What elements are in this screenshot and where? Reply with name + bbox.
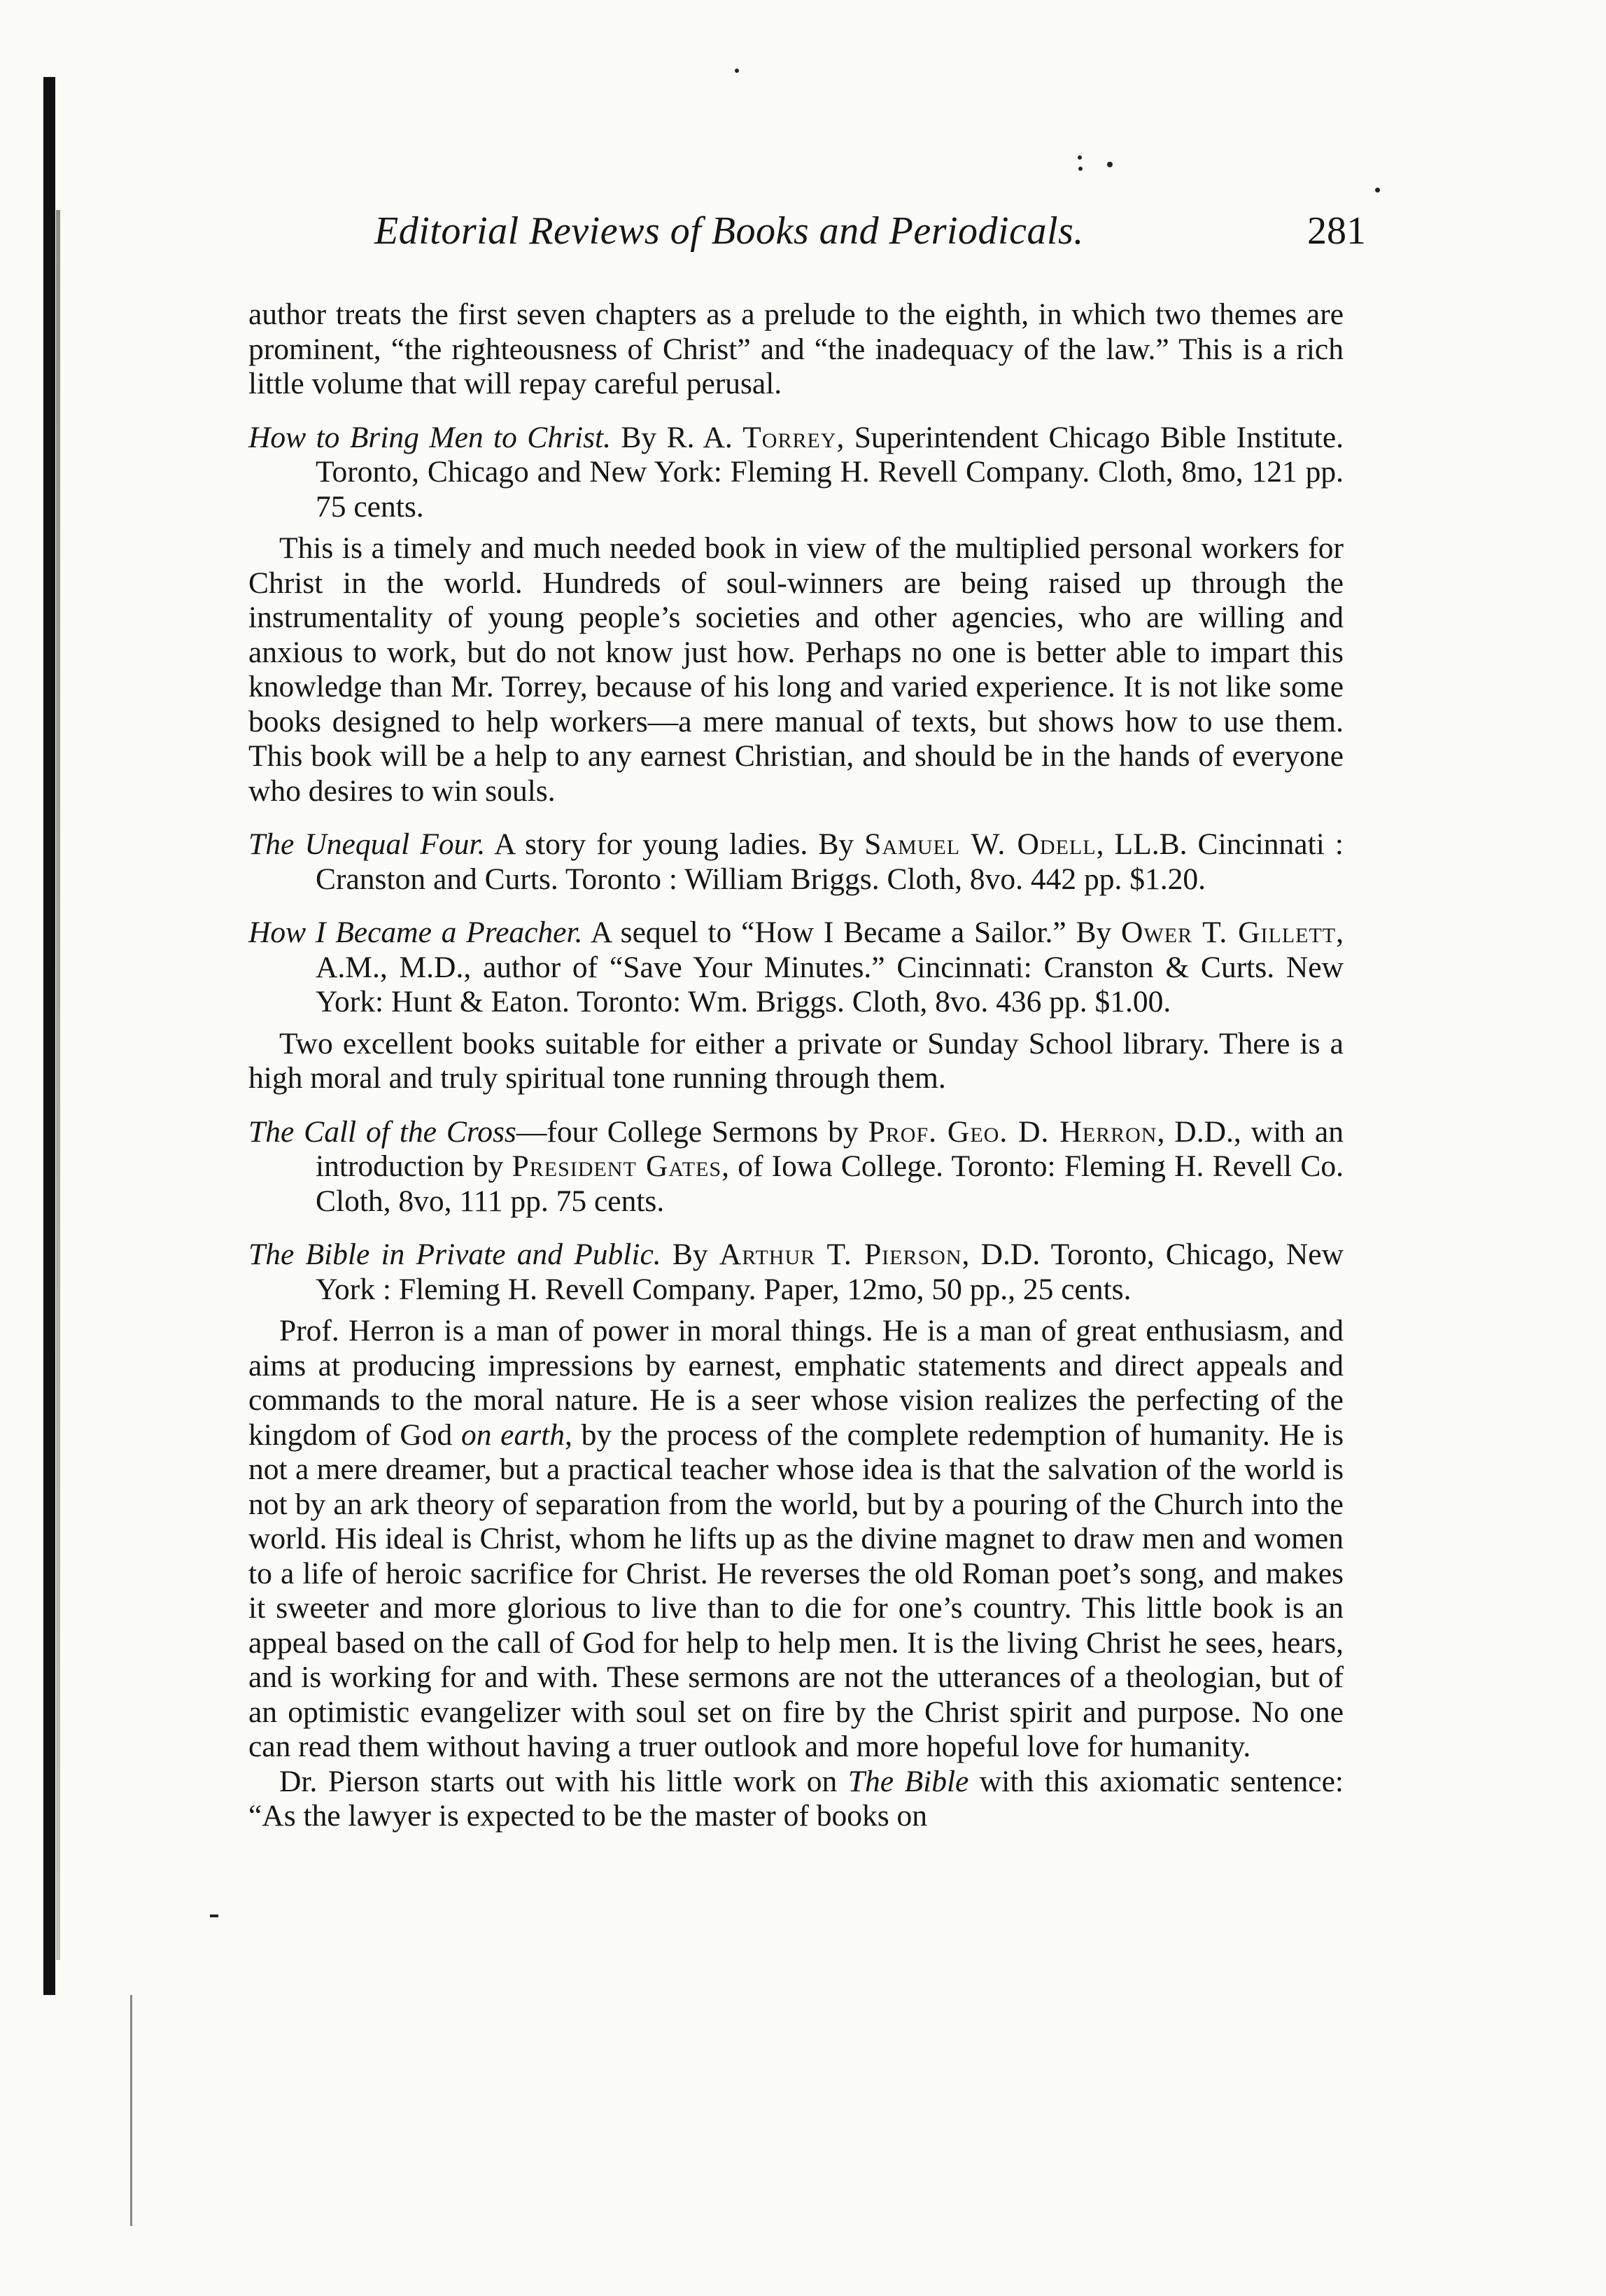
entry-text: By R. A. <box>610 420 743 454</box>
book-entry-torrey <box>248 421 1344 525</box>
book-entry-herron <box>248 1115 1344 1219</box>
book-title: How to Bring Men to Christ. <box>248 420 611 454</box>
book-title: The Unequal Four. <box>248 827 486 861</box>
running-title: Editorial Reviews of Books and Periodicals. <box>374 209 1084 253</box>
scan-speck <box>210 1914 218 1917</box>
entry-text: A story for young ladies. By <box>485 827 865 861</box>
paragraph-text: with this axiomatic sentence: “As the lawyer is expected to be the master of books on <box>248 1764 1344 1833</box>
book-author: Prof. Geo. D. Herron <box>868 1114 1157 1149</box>
emphasis: The Bible <box>847 1764 969 1798</box>
review-paragraph: Two excellent books suitable for either a private or Sunday School library. There is a high moral and truly spiritual tone running through them. <box>248 1026 1344 1095</box>
book-entry-pierson <box>248 1238 1344 1307</box>
scan-speck <box>1375 188 1380 192</box>
book-entry-odell <box>248 827 1344 897</box>
article-body <box>248 298 1344 1834</box>
book-entry-gillett <box>248 916 1344 1020</box>
entry-text: A sequel to “How I Became a Sailor.” By <box>582 916 1122 949</box>
entry-text: , LL.B. Cincinnati : Cranston and Curts. Toronto : William Briggs. Cloth, 8vo. 442 pp. $1.20. <box>316 827 1344 896</box>
binding-edge <box>56 210 60 1960</box>
entry-text: , of Iowa College. Toronto: Fleming H. Revell Co. Cloth, 8vo, 111 pp. 75 cents. <box>316 1149 1344 1218</box>
book-title: The Call of the Cross <box>248 1114 516 1149</box>
review-paragraph <box>248 1314 1344 1765</box>
paragraph-text: Prof. Herron is a man of power in moral things. He is a man of great enthusiasm, and aims at producing impressions by earnest, emphatic statements and direct appeals and commands to the moral nature. He is a seer whose vision realizes the perfecting of the kingdom of God <box>248 1314 1344 1452</box>
book-author: Arthur T. Pierson <box>719 1238 962 1271</box>
binding-edge-lower <box>130 1995 132 2226</box>
scan-speck <box>735 69 739 73</box>
entry-text: , D.D. Toronto, Chicago, New York : Fleming H. Revell Company. Paper, 12mo, 50 pp., 25 cents. <box>316 1238 1344 1306</box>
book-author: Ower T. Gillett <box>1121 916 1337 949</box>
entry-text: , Superintendent Chicago Bible Institute. Toronto, Chicago and New York: Fleming H. Revell Company. Cloth, 8mo, 121 pp. 75 cents. <box>316 420 1344 524</box>
paragraph-continued: author treats the first seven chapters as a prelude to the eighth, in which two themes are prominent, “the righteousness of Christ” and “the inadequacy of the law.” This is a rich little volume that will repay careful perusal. <box>248 298 1344 400</box>
entry-text: —four College Sermons by <box>516 1114 868 1149</box>
book-author: Torrey <box>742 420 837 454</box>
entry-text: By <box>661 1238 719 1271</box>
paragraph-text: Dr. Pierson starts out with his little work on <box>279 1764 848 1798</box>
book-title: How I Became a Preacher. <box>248 916 583 949</box>
book-author: Samuel W. Odell <box>864 827 1097 861</box>
review-paragraph <box>248 1765 1344 1834</box>
binding-shadow <box>43 77 55 1995</box>
book-author: President Gates <box>512 1149 722 1183</box>
scan-speck <box>1078 155 1082 160</box>
paragraph-text: , by the process of the complete redemption of humanity. He is not a mere dreamer, but a practical teacher whose idea is that the salvation of the world is not by an ark theory of separation from the world, but by a pouring of the Church into the world. His ideal is Christ, whom he lifts up as the divine magnet to draw men and women to a life of heroic sacrifice for Christ. He reverses the old Roman poet’s song, and makes it sweeter and more glorious to live than to die for one’s country. This little book is an appeal based on the call of God for help to help men. It is the living Christ he sees, hears, and is working for and with. These sermons are not the utterances of a theologian, but of an optimistic evangelizer with soul set on fire by the Christ spirit and purpose. No one can read them without having a truer outlook and more hopeful love for humanity. <box>248 1418 1344 1763</box>
entry-text: , D.D., with an introduction by <box>316 1114 1344 1183</box>
page-number: 281 <box>1307 209 1366 253</box>
emphasis: on earth <box>460 1418 565 1452</box>
review-paragraph: This is a timely and much needed book in view of the multiplied personal workers for Christ in the world. Hundreds of soul-winners are being raised up through the instrumentality of young people’s societies and other agencies, who are willing and anxious to work, but do not know just how. Perhaps no one is better able to impart this knowledge than Mr. Torrey, because of his long and varied experience. It is not like some books designed to help workers—a mere manual of texts, but shows how to use them. This book will be a help to any earnest Christian, and should be in the hands of everyone who desires to win souls. <box>248 531 1344 808</box>
book-title: The Bible in Private and Public. <box>248 1238 661 1271</box>
scan-speck <box>1107 162 1113 167</box>
scan-speck <box>1078 167 1083 171</box>
entry-text: , A.M., M.D., author of “Save Your Minutes.” Cincinnati: Cranston & Curts. New York: Hunt & Eaton. Toronto: Wm. Briggs. Cloth, 8vo. 436 pp. $1.00. <box>316 916 1344 1018</box>
